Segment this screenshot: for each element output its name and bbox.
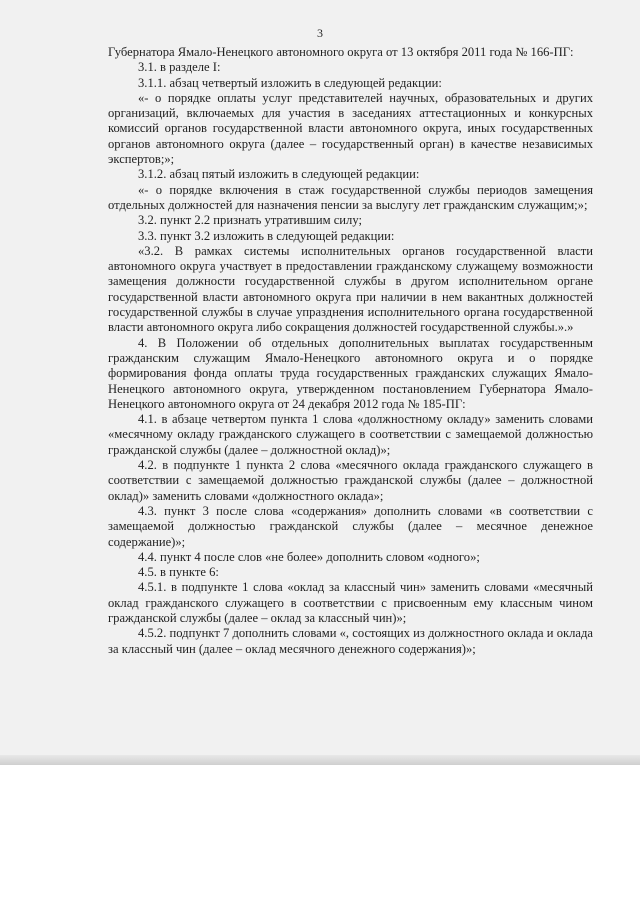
paragraph: «3.2. В рамках системы исполнительных органов государственной власти автономного округа участвует в предоставлении гражданскому служащему возможности замещения должности государственной службы в другом исполнительном органе государственной власти автономного округа при наличии в нем вакантных должностей государственной службы в случае упразднения исполнительного органа государственной власти автономного округа либо сокращения должностей государственной службы.».» [108, 243, 593, 335]
paragraph: 4.4. пункт 4 после слов «не более» дополнить словом «одного»; [138, 549, 480, 564]
paragraph: 4.3. пункт 3 после слова «содержания» дополнить словами «в соответствии с замещаемой должностью гражданской службы (далее – месячное денежное содержание)»; [108, 503, 593, 549]
document-body [108, 45, 593, 657]
paragraph: 3.1.2. абзац пятый изложить в следующей редакции: [138, 167, 420, 182]
paragraph: «- о порядке включения в стаж государственной службы периодов замещения отдельных должностей для назначения пенсии за выслугу лет гражданским служащим;»; [108, 182, 593, 212]
paragraph: 4.2. в подпункте 1 пункта 2 слова «месячного оклада гражданского служащего в соответствии с замещаемой должностью гражданской службы (далее – должностной оклад)» заменить словами «должностного оклада»; [108, 458, 593, 503]
paragraph: 4.1. в абзаце четвертом пункта 1 слова «должностному окладу» заменить словами «месячному окладу гражданского служащего в соответствии с замещаемой должностью гражданской службы (далее – должностной оклад)»; [108, 412, 593, 457]
paragraph: 3.1.1. абзац четвертый изложить в следующей редакции: [138, 75, 442, 90]
paragraph: 3.2. пункт 2.2 признать утратившим силу; [138, 213, 362, 228]
paragraph: 4. В Положении об отдельных дополнительных выплатах государственным гражданским служащим Ямало-Ненецкого автономного округа и о порядке формирования фонда оплаты труда государственных гражданских служащих Ямало-Ненецкого автономного округа, утвержденном постановлением Губернатора Ямало-Ненецкого автономного округа от 24 декабря 2012 года № 185-ПГ: [108, 335, 593, 411]
paragraph: 3.3. пункт 3.2 изложить в следующей редакции: [138, 228, 395, 243]
paragraph: 3.1. в разделе I: [138, 60, 221, 75]
paragraph: 4.5. в пункте 6: [138, 565, 219, 580]
scan-edge-shadow [0, 755, 640, 765]
paragraph: 4.5.2. подпункт 7 дополнить словами «, состоящих из должностного оклада и оклада за классный чин (далее – оклад месячного денежного содержания)»; [108, 626, 593, 656]
paragraph: Губернатора Ямало-Ненецкого автономного округа от 13 октября 2011 года № 166-ПГ: [108, 45, 574, 59]
paragraph: 4.5.1. в подпункте 1 слова «оклад за классный чин» заменить словами «месячный оклад гражданского служащего в соответствии с присвоенным ему классным чином гражданской службы (далее – оклад за классный чин)»; [108, 580, 593, 625]
paragraph: «- о порядке оплаты услуг представителей научных, образовательных и других организаций, включаемых для участия в заседаниях аттестационных и конкурсных комиссий органов государственной власти автономного округа, иных государственных органов автономного округа (далее – государственный орган) в качестве независимых экспертов;»; [108, 90, 593, 167]
page-number: 3 [317, 26, 323, 40]
